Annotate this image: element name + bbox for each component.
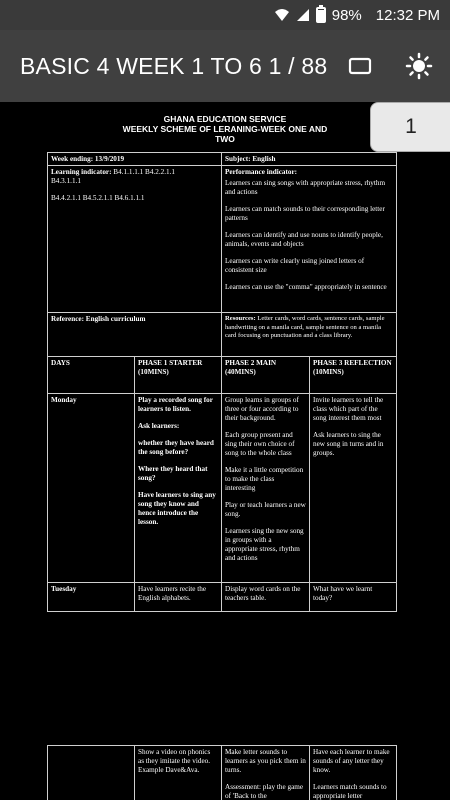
document-title: BASIC 4 WEEK 1 TO 6 1 / 88 bbox=[20, 52, 328, 79]
monday-phase1-item: Where they heard that song? bbox=[138, 465, 208, 482]
reference-cell: Reference: English curriculum bbox=[47, 312, 222, 357]
next-phase3-cell bbox=[309, 745, 397, 800]
monday-phase2-item: Each group present and sing their own choice of song to the whole class bbox=[225, 431, 295, 457]
monday-phase1-item: Play a recorded song for learners to listen. bbox=[138, 396, 213, 413]
doc-header-title: WEEKLY SCHEME OF LERANING-WEEK ONE AND TWO bbox=[122, 124, 328, 144]
performance-item: Learners can match sounds to their corresponding letter patterns bbox=[225, 205, 385, 222]
monday-phase2-cell bbox=[221, 393, 310, 583]
col-header-days: DAYS bbox=[47, 356, 135, 394]
col-header-phase3: PHASE 3 REFLECTION (10MINS) bbox=[309, 356, 397, 394]
next-phase1-cell: Show a video on phonics as they imitate the video. Example Dave&Ava. bbox=[134, 745, 222, 800]
performance-indicator-label: Performance indicator: bbox=[225, 168, 298, 176]
learning-indicator-codes-2: B4.3.1.1.1 bbox=[51, 177, 81, 185]
tuesday-phase1-cell: Have learners recite the English alphabets. bbox=[134, 582, 222, 612]
learning-indicator-label: Learning indicator: bbox=[51, 168, 112, 176]
monday-phase1-item: Have learners to sing any song they know and hence introduce the lesson. bbox=[138, 491, 216, 526]
learning-indicator-codes-1: B4.1.1.1.1 B4.2.2.1.1 bbox=[113, 168, 175, 176]
page-view-button[interactable] bbox=[344, 50, 376, 82]
monday-phase2-item: Learners sing the new song in groups with a appropriate stress, rhythm and actions bbox=[225, 527, 304, 562]
week-ending-cell: Week ending: 13/9/2019 bbox=[47, 152, 222, 166]
tuesday-day-cell: Tuesday bbox=[47, 582, 135, 612]
learning-indicator-cell bbox=[47, 165, 222, 313]
subject-cell: Subject: English bbox=[221, 152, 397, 166]
next-phase3-item: Have each learner to make sounds of any letter they know. bbox=[313, 748, 390, 774]
brightness-icon bbox=[405, 52, 433, 80]
battery-percent: 98% bbox=[331, 6, 362, 24]
monday-phase2-item: Group learns in groups of three or four according to their background. bbox=[225, 396, 299, 422]
monday-phase2-item: Make it a little competition to make the class interesting bbox=[225, 466, 304, 492]
monday-phase3-item: Invite learners to tell the class which part of the song interest them most bbox=[313, 396, 384, 422]
resources-cell bbox=[221, 312, 397, 357]
performance-item: Learners can write clearly using joined letters of consistent size bbox=[225, 257, 365, 274]
learning-indicator-codes-3: B4.4.2.1.1 B4.5.2.1.1 B4.6.1.1.1 bbox=[51, 194, 145, 202]
resources-label: Resources: bbox=[225, 315, 256, 322]
performance-item: Learners can sing songs with appropriate stress, rhythm and actions bbox=[225, 179, 386, 196]
monday-phase1-item: Ask learners: bbox=[138, 422, 180, 430]
wifi-icon bbox=[274, 8, 290, 22]
tuesday-phase2-cell: Display word cards on the teachers table. bbox=[221, 582, 310, 612]
next-day-cell bbox=[47, 745, 135, 800]
signal-icon bbox=[296, 8, 310, 22]
col-header-phase2: PHASE 2 MAIN (40MINS) bbox=[221, 356, 310, 394]
performance-item: Learners can identify and use nouns to identify people, animals, events and objects bbox=[225, 231, 383, 248]
clock: 12:32 PM bbox=[375, 6, 440, 24]
battery-icon bbox=[316, 7, 326, 23]
next-phase3-item: Learners match sounds to appropriate letter bbox=[313, 783, 387, 800]
performance-item: Learners can use the "comma" appropriately in sentence bbox=[225, 283, 387, 291]
brightness-button[interactable] bbox=[403, 50, 435, 82]
monday-phase1-item: whether they have heard the song before? bbox=[138, 439, 214, 456]
page-view-icon bbox=[348, 56, 372, 76]
app-toolbar bbox=[0, 30, 450, 102]
monday-phase1-cell bbox=[134, 393, 222, 583]
next-phase2-item: Assessment: play the game of 'Back to the bbox=[225, 783, 304, 800]
page-number-tab[interactable]: 1 bbox=[370, 102, 450, 152]
resources-text: Letter cards, word cards, sentence cards, sample handwriting on a manila card, sample sentence on a manila card focusing on punctuation and a class library. bbox=[225, 315, 385, 339]
doc-header-org: GHANA EDUCATION SERVICE bbox=[163, 114, 287, 124]
next-phase2-cell bbox=[221, 745, 310, 800]
tuesday-phase3-cell: What have we learnt today? bbox=[309, 582, 397, 612]
document-page[interactable] bbox=[0, 102, 450, 800]
status-bar bbox=[0, 0, 450, 30]
col-header-phase1: PHASE 1 STARTER (10MINS) bbox=[134, 356, 222, 394]
monday-phase3-cell bbox=[309, 393, 397, 583]
monday-phase3-item: Ask learners to sing the new song in turns and in groups. bbox=[313, 431, 384, 457]
performance-indicator-cell bbox=[221, 165, 397, 313]
monday-phase2-item: Play or teach learners a new song. bbox=[225, 501, 306, 518]
next-phase2-item: Make letter sounds to learners as you pick them in turns. bbox=[225, 748, 306, 774]
monday-day-cell: Monday bbox=[47, 393, 135, 583]
